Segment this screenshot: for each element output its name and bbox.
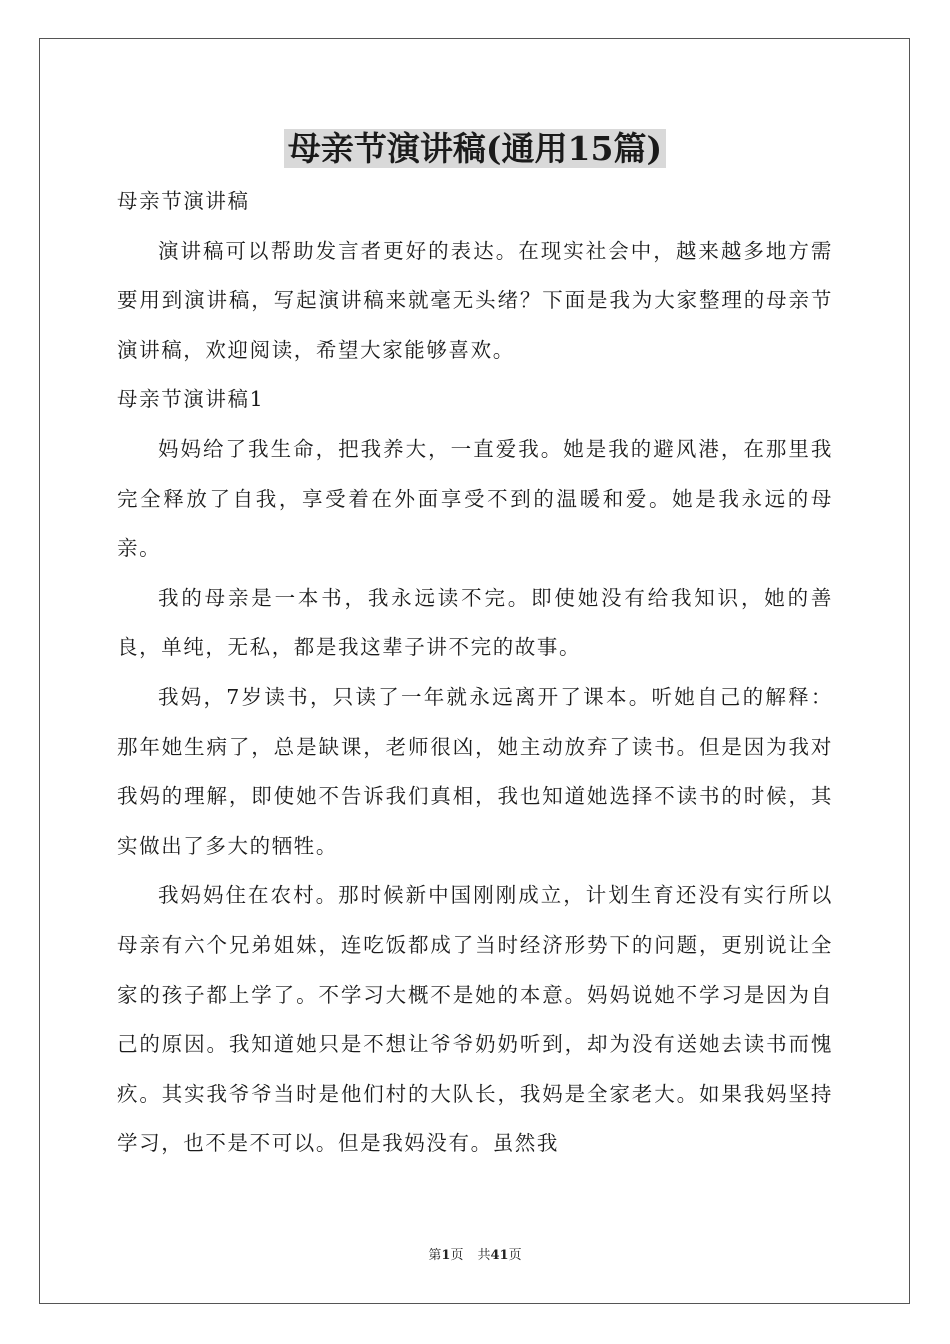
page-prefix: 第 xyxy=(428,1248,442,1263)
body-paragraph: 我妈，7岁读书，只读了一年就永远离开了课本。听她自己的解释：那年她生病了，总是缺课，老师很凶，她主动放弃了读书。但是因为我对我妈的理解，即使她不告诉我们真相，我也知道她选择不读书的时候，其实做出了多大的牺牲。 xyxy=(117,684,833,858)
total-pages: 41 xyxy=(490,1248,509,1263)
total-suffix: 页 xyxy=(508,1248,522,1263)
page-suffix: 页 xyxy=(450,1248,464,1263)
page-number: 1 xyxy=(441,1248,451,1263)
total-prefix: 共 xyxy=(477,1248,491,1263)
document-body xyxy=(117,177,833,1169)
page-footer xyxy=(0,1247,950,1265)
document-title xyxy=(0,128,950,170)
intro-paragraph: 演讲稿可以帮助发言者更好的表达。在现实社会中，越来越多地方需要用到演讲稿，写起演讲稿来就毫无头绪？下面是我为大家整理的母亲节演讲稿，欢迎阅读，希望大家能够喜欢。 xyxy=(117,238,833,362)
body-paragraph: 妈妈给了我生命，把我养大，一直爱我。她是我的避风港，在那里我完全释放了自我，享受着在外面享受不到的温暖和爱。她是我永远的母亲。 xyxy=(117,436,833,561)
intro-heading: 母亲节演讲稿 xyxy=(117,189,250,213)
section-heading: 母亲节演讲稿1 xyxy=(117,387,265,412)
document-title-text: 母亲节演讲稿(通用15篇) xyxy=(284,129,666,168)
body-paragraph: 我妈妈住在农村。那时候新中国刚刚成立，计划生育还没有实行所以母亲有六个兄弟姐妹，连吃饭都成了当时经济形势下的问题，更别说让全家的孩子都上学了。不学习大概不是她的本意。妈妈说她不学习是因为自己的原因。我知道她只是不想让爷爷奶奶听到，却为没有送她去读书而愧疚。其实我爷爷当时是他们村的大队长，我妈是全家老大。如果我妈坚持学习，也不是不可以。但是我妈没有。虽然我 xyxy=(117,883,833,1156)
body-paragraph: 我的母亲是一本书，我永远读不完。即使她没有给我知识，她的善良，单纯，无私，都是我这辈子讲不完的故事。 xyxy=(117,585,833,660)
